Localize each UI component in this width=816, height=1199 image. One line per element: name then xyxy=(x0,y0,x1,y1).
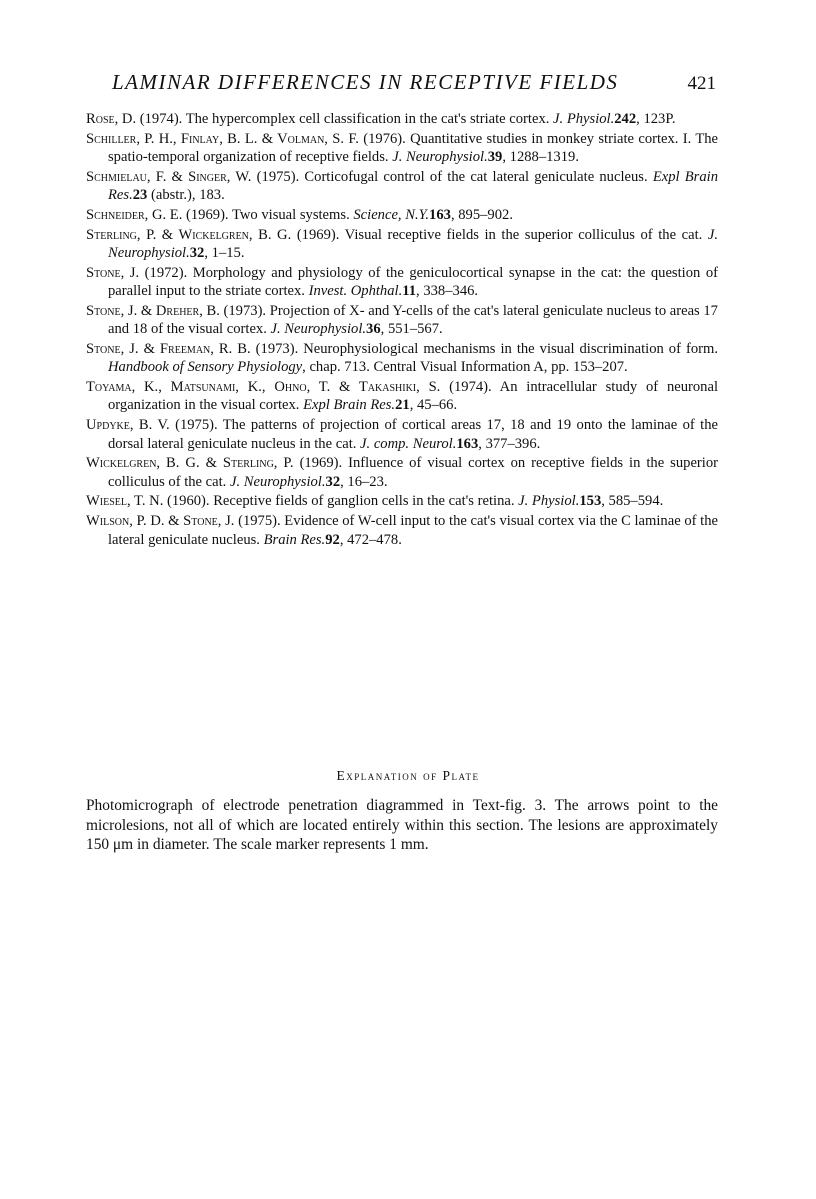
reference-volume: 163 xyxy=(429,206,451,223)
reference-entry xyxy=(86,454,718,491)
reference-title: (1975). Evidence of W-cell input to the cat's visual cortex via the C laminae of the lateral geniculate nucleus. xyxy=(108,513,718,548)
reference-journal: Expl Brain Res. xyxy=(303,397,396,414)
reference-authors: Stone, J. & Freeman, R. B. xyxy=(86,341,251,358)
reference-volume: 32 xyxy=(325,473,341,490)
reference-authors: Schneider, G. E. xyxy=(86,206,183,223)
reference-pages: , 377–396. xyxy=(478,435,541,452)
reference-journal: J. comp. Neurol. xyxy=(360,435,457,452)
reference-entry xyxy=(86,168,718,205)
reference-volume: 32 xyxy=(189,245,205,262)
reference-volume: 21 xyxy=(395,397,410,414)
reference-journal: Handbook of Sensory Physiology xyxy=(108,359,303,376)
reference-pages: , chap. 713. Central Visual Information A, pp. 153–207. xyxy=(302,359,628,376)
reference-journal: J. Neurophysiol. xyxy=(108,226,718,262)
plate-heading: Explanation of Plate xyxy=(336,768,480,783)
reference-volume: 23 xyxy=(132,187,148,204)
reference-pages: , 1–15. xyxy=(204,245,245,262)
reference-authors: Updyke, B. V. xyxy=(86,417,170,434)
reference-title: (1973). Projection of X- and Y-cells of the cat's lateral geniculate nucleus to areas 17 and 18 of the visual cortex. xyxy=(108,302,718,338)
reference-entry xyxy=(86,110,718,128)
reference-title: (1975). Corticofugal control of the cat lateral geniculate nucleus. xyxy=(251,168,653,185)
reference-entry xyxy=(86,130,718,167)
reference-title: (1974). The hypercomplex cell classification in the cat's striate cortex. xyxy=(136,111,554,127)
reference-authors: Rose, D. xyxy=(86,111,137,127)
reference-pages: , 551–567. xyxy=(380,321,443,338)
reference-title: (1969). Two visual systems. xyxy=(182,206,354,223)
reference-authors: Schiller, P. H., Finlay, B. L. & Volman, S. F. xyxy=(86,130,359,147)
reference-pages: , 16–23. xyxy=(340,473,388,490)
reference-journal: J. Physiol. xyxy=(553,111,615,127)
reference-journal: Invest. Ophthal. xyxy=(308,283,403,300)
reference-entry xyxy=(86,416,718,453)
reference-entry xyxy=(86,206,718,224)
reference-authors: Stone, J. xyxy=(86,264,140,281)
reference-title: (1969). Influence of visual cortex on receptive fields in the superior colliculus of the cat. xyxy=(108,455,718,490)
reference-pages: , 585–594. xyxy=(601,493,664,510)
reference-pages: (abstr.), 183. xyxy=(147,187,225,204)
reference-title: (1976). Quantitative studies in monkey striate cortex. I. The spatio-temporal organization of receptive fields. xyxy=(108,130,719,166)
reference-authors: Stone, J. & Dreher, B. xyxy=(86,302,220,319)
reference-entry xyxy=(86,378,718,415)
reference-entry xyxy=(86,340,718,377)
reference-journal: J. Neurophysiol. xyxy=(229,473,326,490)
reference-authors: Wiesel, T. N. xyxy=(86,493,164,510)
reference-authors: Sterling, P. & Wickelgren, B. G. xyxy=(86,226,292,243)
reference-journal: J. Neurophysiol. xyxy=(392,149,488,166)
reference-journal: Science, N.Y. xyxy=(353,206,430,223)
reference-title: (1973). Neurophysiological mechanisms in the visual discrimination of form. xyxy=(250,341,718,358)
page-header xyxy=(110,70,716,95)
reference-journal: Brain Res. xyxy=(263,531,326,548)
plate-explanation: Photomicrograph of electrode penetration diagrammed in Text-fig. 3. The arrows point to the microlesions, not all of which are located entirely within this section. The lesions are approximately 150 μm in diameter. The scale marker represents 1 mm. xyxy=(86,797,718,854)
reference-volume: 39 xyxy=(487,149,503,166)
reference-title: (1975). The patterns of projection of cortical areas 17, 18 and 19 onto the laminae of the dorsal lateral geniculate nucleus in the cat. xyxy=(108,417,719,452)
reference-pages: , 472–478. xyxy=(339,531,402,548)
reference-volume: 153 xyxy=(579,493,602,510)
page-number: 421 xyxy=(687,73,716,94)
reference-volume: 11 xyxy=(402,283,417,300)
reference-title: (1972). Morphology and physiology of the geniculocortical synapse in the cat: the question of parallel input to the striate cortex. xyxy=(108,264,718,300)
reference-volume: 36 xyxy=(366,321,381,338)
reference-title: (1974). An intracellular study of neuronal organization in the visual cortex. xyxy=(108,379,719,414)
running-title: LAMINAR DIFFERENCES IN RECEPTIVE FIELDS xyxy=(112,70,619,94)
reference-pages: , 895–902. xyxy=(450,206,513,223)
reference-authors: Wilson, P. D. & Stone, J. xyxy=(86,513,235,530)
reference-pages: , 123P. xyxy=(636,111,676,127)
reference-volume: 92 xyxy=(325,531,340,548)
reference-entry xyxy=(86,264,718,301)
reference-title: (1960). Receptive fields of ganglion cells in the cat's retina. xyxy=(163,493,519,510)
reference-journal: J. Neurophysiol. xyxy=(270,321,367,338)
reference-journal: J. Physiol. xyxy=(518,493,580,510)
reference-list xyxy=(86,110,718,550)
reference-authors: Wickelgren, B. G. & Sterling, P. xyxy=(86,455,294,472)
reference-pages: , 338–346. xyxy=(416,283,479,300)
reference-entry xyxy=(86,226,718,263)
reference-volume: 242 xyxy=(614,111,637,127)
reference-journal: Expl Brain Res. xyxy=(108,168,719,204)
reference-volume: 163 xyxy=(456,435,479,452)
reference-pages: , 1288–1319. xyxy=(502,149,579,166)
reference-entry xyxy=(86,302,718,339)
reference-authors: Schmielau, F. & Singer, W. xyxy=(86,168,252,185)
reference-pages: , 45–66. xyxy=(409,397,458,414)
reference-entry xyxy=(86,492,718,510)
reference-entry xyxy=(86,512,718,549)
reference-title: (1969). Visual receptive fields in the superior colliculus of the cat. xyxy=(291,226,708,243)
reference-authors: Toyama, K., Matsunami, K., Ohno, T. & Takashiki, S. xyxy=(86,379,441,396)
